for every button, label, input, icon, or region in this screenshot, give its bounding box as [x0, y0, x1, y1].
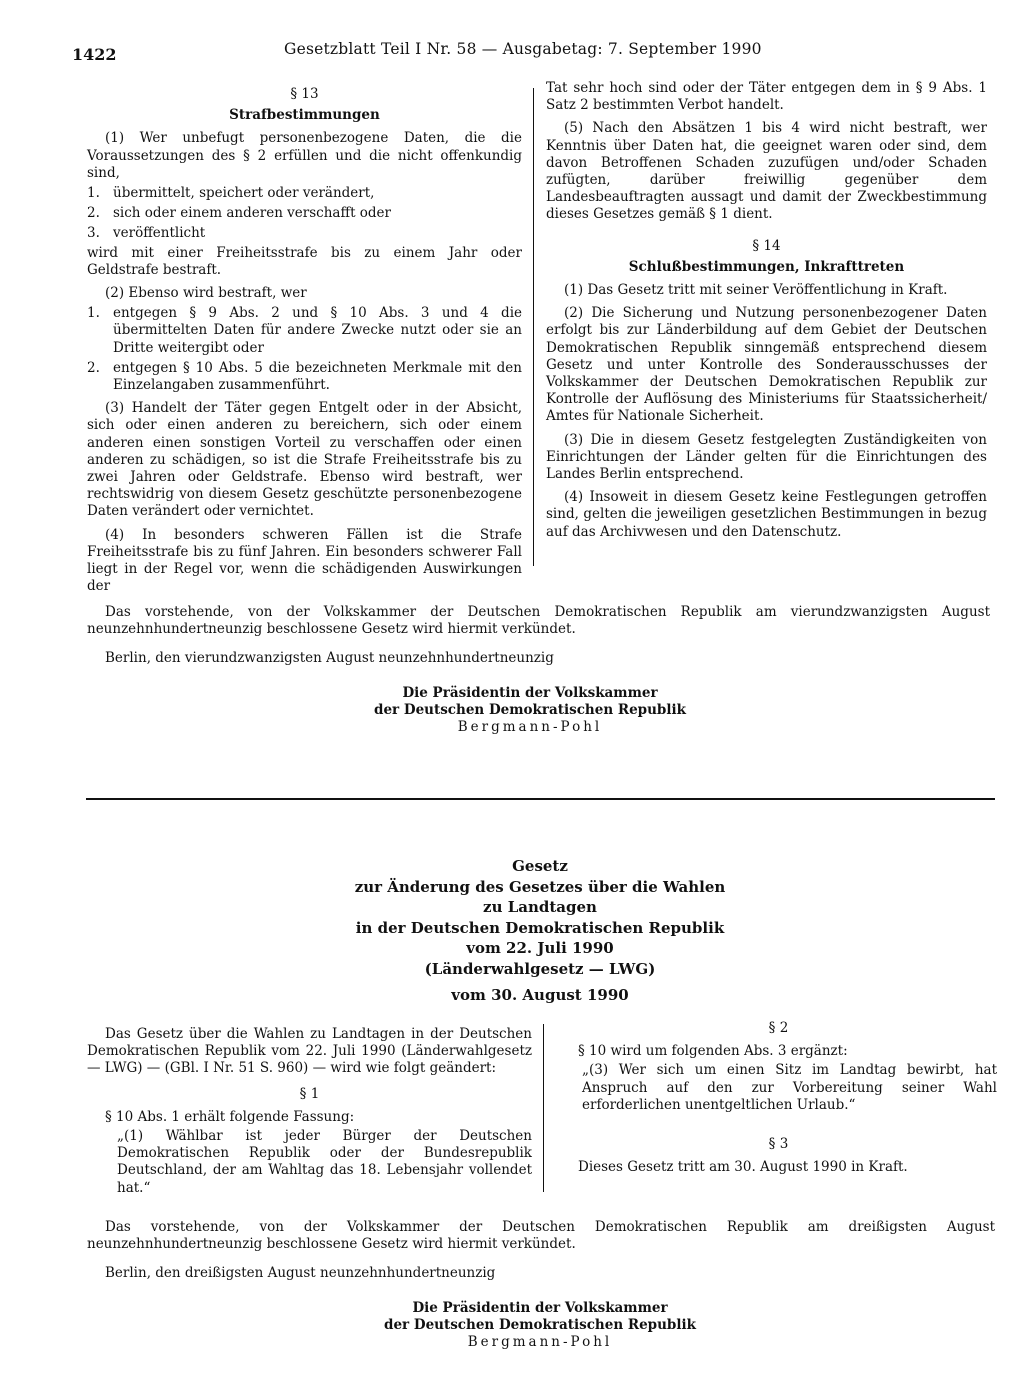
law-title-line: in der Deutschen Demokratischen Republik — [355, 918, 725, 937]
promulgation-text: Das vorstehende, von der Volkskammer der Deutschen Demokratischen Republik am vierundzwanzigsten August neunzehnhundertneunzig beschlossene Gesetz wird hiermit verkündet. — [87, 604, 990, 638]
list-item — [87, 185, 522, 202]
paragraph: (2) Ebenso wird bestraft, wer — [105, 285, 307, 302]
quote: „(1) Wählbar ist jeder Bürger der Deutschen Demokratischen Republik oder der Bundesrepublik Deutschland, der am Wahltag das 18. Lebensjahr vollendet hat.“ — [117, 1128, 532, 1196]
page-number: 1422 — [72, 45, 117, 64]
law-title-line: zur Änderung des Gesetzes über die Wahlen — [354, 877, 726, 896]
paragraph: § 10 wird um folgenden Abs. 3 ergänzt: — [578, 1043, 848, 1060]
list-number: 1. — [87, 185, 100, 202]
paragraph: (1) Das Gesetz tritt mit seiner Veröffentlichung in Kraft. — [564, 282, 948, 299]
column-divider — [533, 88, 534, 566]
column-divider — [543, 1024, 544, 1192]
section-1-column — [87, 1026, 532, 1197]
list-text: entgegen § 9 Abs. 2 und § 10 Abs. 3 und 4 die übermittelten Daten für andere Zwecke nutzt oder sie an Dritte weitergibt oder — [113, 305, 522, 356]
law-title-line: zu Landtagen — [483, 898, 597, 916]
paragraph: § 10 Abs. 1 erhält folgende Fassung: — [105, 1108, 355, 1125]
list-item — [87, 360, 522, 394]
list-number: 1. — [87, 305, 100, 322]
section-1-heading: § 1 — [299, 1085, 320, 1102]
signature-office: der Deutschen Demokratischen Republik — [374, 702, 686, 719]
section-3-heading: § 3 — [768, 1136, 789, 1153]
paragraph: (3) Handelt der Täter gegen Entgelt oder in der Absicht, sich oder einen anderen zu bereichern, sich oder einem anderen einen sonstigen Vorteil zu verschaffen oder einen anderen zu schädigen, so ist die Strafe Freiheitsstrafe bis zu zwei Jahren oder Geldstrafe. Ebenso wird bestraft, wer rechtswidrig von diesem Gesetz geschützte personenbezogene Daten verändert oder vernichtet. — [87, 400, 522, 520]
promulgation-2 — [87, 1219, 995, 1283]
list-text: entgegen § 10 Abs. 5 die bezeichneten Merkmale mit den Einzelangaben zusammenführt. — [113, 359, 522, 394]
list-number: 3. — [87, 225, 100, 242]
section-14-title: Schlußbestimmungen, Inkrafttreten — [628, 258, 905, 275]
place-date: Berlin, den dreißigsten August neunzehnhundertneunzig — [105, 1265, 496, 1282]
paragraph: (5) Nach den Absätzen 1 bis 4 wird nicht bestraft, wer Kenntnis über Daten hat, die geeignet waren oder sind, dem davon Betroffenen Schaden zuzufügen und/oder Schaden zufügten, darüber freiwillig gegenüber dem Landesbeauftragten aussagt und damit der Zweckbestimmung dieses Gesetzes gemäß § 1 dient. — [546, 120, 987, 223]
promulgation-1 — [87, 604, 990, 668]
paragraph: (2) Die Sicherung und Nutzung personenbezogener Daten erfolgt bis zur Länderbildung auf dem Gebiet der Deutschen Demokratischen Republik sinngemäß entsprechend diesem Gesetz und unter Kontrolle des Sonderausschusses der Volkskammer der Deutschen Demokratischen Republik zur Kontrolle der Auflösung des Ministeriums für Staatssicherheit/ Amtes für Nationale Sicherheit. — [546, 305, 987, 425]
law-date: vom 30. August 1990 — [451, 986, 629, 1004]
section-2-heading: § 2 — [768, 1020, 789, 1036]
list-number: 2. — [87, 205, 100, 222]
paragraph: wird mit einer Freiheitsstrafe bis zu einem Jahr oder Geldstrafe bestraft. — [87, 244, 522, 278]
promulgation-text: Das vorstehende, von der Volkskammer der Deutschen Demokratischen Republik am dreißigsten August neunzehnhundertneunzig beschlossene Gesetz wird hiermit verkündet. — [87, 1219, 995, 1253]
signature-name: Bergmann-Pohl — [467, 1334, 613, 1351]
paragraph: (4) In besonders schweren Fällen ist die Strafe Freiheitsstrafe bis zu fünf Jahren. Ein besonders schwerer Fall liegt in der Regel vor, wenn die schädigenden Auswirkungen der — [87, 526, 522, 595]
paragraph: Dieses Gesetz tritt am 30. August 1990 in Kraft. — [578, 1159, 908, 1176]
paragraph: (4) Insoweit in diesem Gesetz keine Festlegungen getroffen sind, gelten die jeweiligen gesetzlichen Bestimmungen in bezug auf das Archivwesen und den Datenschutz. — [546, 489, 987, 540]
list-text: übermittelt, speichert oder verändert, — [113, 185, 375, 202]
law-title-line: Gesetz — [512, 857, 568, 875]
running-header: Gesetzblatt Teil I Nr. 58 — Ausgabetag: 7. September 1990 — [284, 40, 762, 58]
list-text: veröffentlicht — [113, 225, 206, 242]
signature-block-1 — [290, 685, 770, 737]
law-title — [290, 856, 790, 1006]
list-text: sich oder einem anderen verschafft oder — [113, 205, 392, 222]
section-13-heading: § 13 — [290, 86, 319, 102]
paragraph: Tat sehr hoch sind oder der Täter entgegen dem in § 9 Abs. 1 Satz 2 bestimmten Verbot handelt. — [546, 80, 987, 114]
list-item — [87, 205, 522, 222]
signature-office: Die Präsidentin der Volkskammer — [412, 1300, 668, 1316]
paragraph: (1) Wer unbefugt personenbezogene Daten, die die Voraussetzungen des § 2 erfüllen und die nicht offenkundig sind, — [87, 130, 522, 181]
list-item — [87, 225, 522, 242]
signature-office: Die Präsidentin der Volkskammer — [402, 685, 658, 701]
list-item — [87, 305, 522, 357]
section-13-column — [87, 86, 522, 595]
law-title-line: vom 22. Juli 1990 — [466, 939, 614, 957]
section-14-heading: § 14 — [752, 237, 781, 254]
signature-block-2 — [300, 1300, 780, 1352]
paragraph: (3) Die in diesem Gesetz festgelegten Zuständigkeiten von Einrichtungen der Länder gelten für die Einrichtungen des Landes Berlin entsprechend. — [546, 431, 987, 483]
signature-office: der Deutschen Demokratischen Republik — [384, 1317, 696, 1334]
paragraph: Das Gesetz über die Wahlen zu Landtagen in der Deutschen Demokratischen Republik vom 22. Juli 1990 (Länderwahlgesetz — LWG) — (GBl. I Nr. 51 S. 960) — wird wie folgt geändert: — [87, 1026, 532, 1077]
separator-rule — [86, 798, 995, 800]
section-13-title: Strafbestimmungen — [229, 107, 380, 124]
section-2-column — [560, 1020, 997, 1176]
place-date: Berlin, den vierundzwanzigsten August neunzehnhundertneunzig — [105, 650, 554, 667]
section-14-column — [546, 80, 987, 541]
signature-name: Bergmann-Pohl — [457, 719, 603, 736]
quote: „(3) Wer sich um einen Sitz im Landtag bewirbt, hat Anspruch auf den zur Vorbereitung seiner Wahl erforderlichen unentgeltlichen Urlaub.“ — [582, 1062, 997, 1113]
law-title-line: (Länderwahlgesetz — LWG) — [424, 959, 656, 978]
list-number: 2. — [87, 359, 100, 376]
